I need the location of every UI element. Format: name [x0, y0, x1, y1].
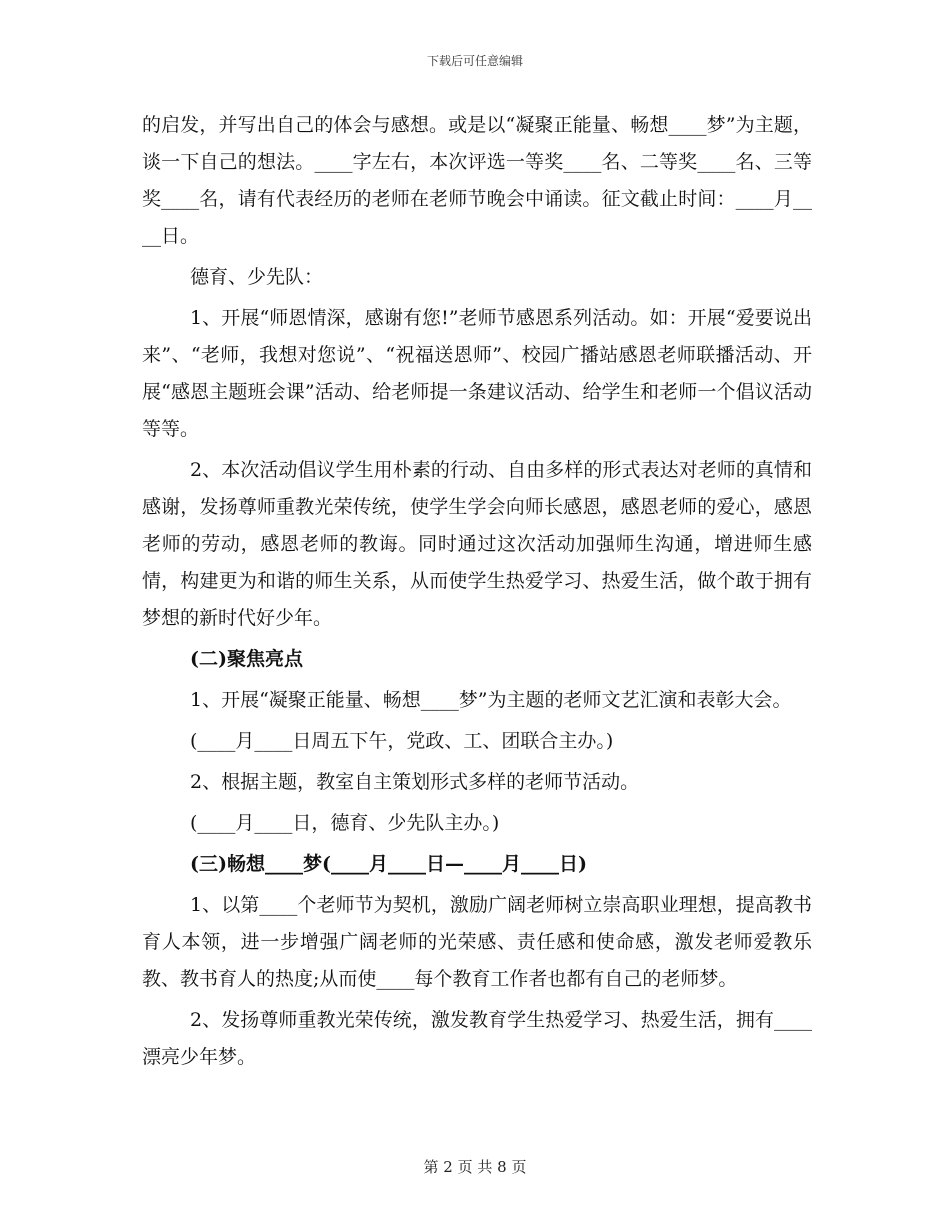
- paragraph-activity-2: 2、本次活动倡议学生用朴素的行动、自由多样的形式表达对老师的真情和感谢，发扬尊师重教光荣传统，使学生学会向师长感恩，感恩老师的爱心，感恩老师的劳动，感恩老师的教诲。同时通过这次活动加强师生沟通，增进师生感情，构建更为和谐的师生关系，从而使学生热爱学习、热爱生活，做个敢于拥有梦想的新时代好少年。: [142, 459, 812, 629]
- paragraph-highlight-2-note: (____月____日，德育、少先队主办。): [190, 812, 500, 834]
- paragraph-dream-2: 2、发扬尊师重教光荣传统，激发教育学生热爱学习、热爱生活，拥有____漂亮少年梦。: [142, 1009, 812, 1068]
- paragraph-highlight-1: 1、开展“凝聚正能量、畅想____梦”为主题的老师文艺汇演和表彰大会。: [190, 689, 792, 711]
- paragraph-activity-1: 1、开展“师恩情深，感谢有您!”老师节感恩系列活动。如：开展“爱要说出来”、“老师，我想对您说”、“祝福送恩师”、校园广播站感恩老师联播活动、开展“感恩主题班会课”活动、给老师提一条建议活动、给学生和老师一个倡议活动等等。: [142, 307, 812, 440]
- paragraph-dream-1: 1、以第____个老师节为契机，激励广阔老师树立崇高职业理想，提高教书育人本领，进一步增强广阔老师的光荣感、责任感和使命感，激发老师爱教乐教、教书育人的热度;从而使____每个教育工作者也都有自己的老师梦。: [142, 894, 812, 990]
- page-header-note: 下载后可任意编辑: [426, 54, 523, 68]
- page-footer-number: 第 2 页 共 8 页: [423, 1158, 527, 1176]
- document-body: [142, 107, 812, 1080]
- section-heading-dream: (三)畅想____梦(____月____日—____月____日): [190, 853, 587, 875]
- paragraph-dept-heading: 德育、少先队：: [190, 266, 324, 288]
- paragraph-essay-continued: 的启发，并写出自己的体会与感想。或是以“凝聚正能量、畅想____梦”为主题，谈一下自己的想法。____字左右，本次评选一等奖____名、二等奖____名、三等奖____名，请有代表经历的老师在老师节晚会中诵读。征文截止时间：____月____日。: [142, 114, 812, 247]
- section-heading-highlights: (二)聚焦亮点: [190, 648, 303, 670]
- paragraph-highlight-1-note: (____月____日周五下午，党政、工、团联合主办。): [190, 730, 614, 752]
- paragraph-highlight-2: 2、根据主题，教室自主策划形式多样的老师节活动。: [190, 771, 640, 793]
